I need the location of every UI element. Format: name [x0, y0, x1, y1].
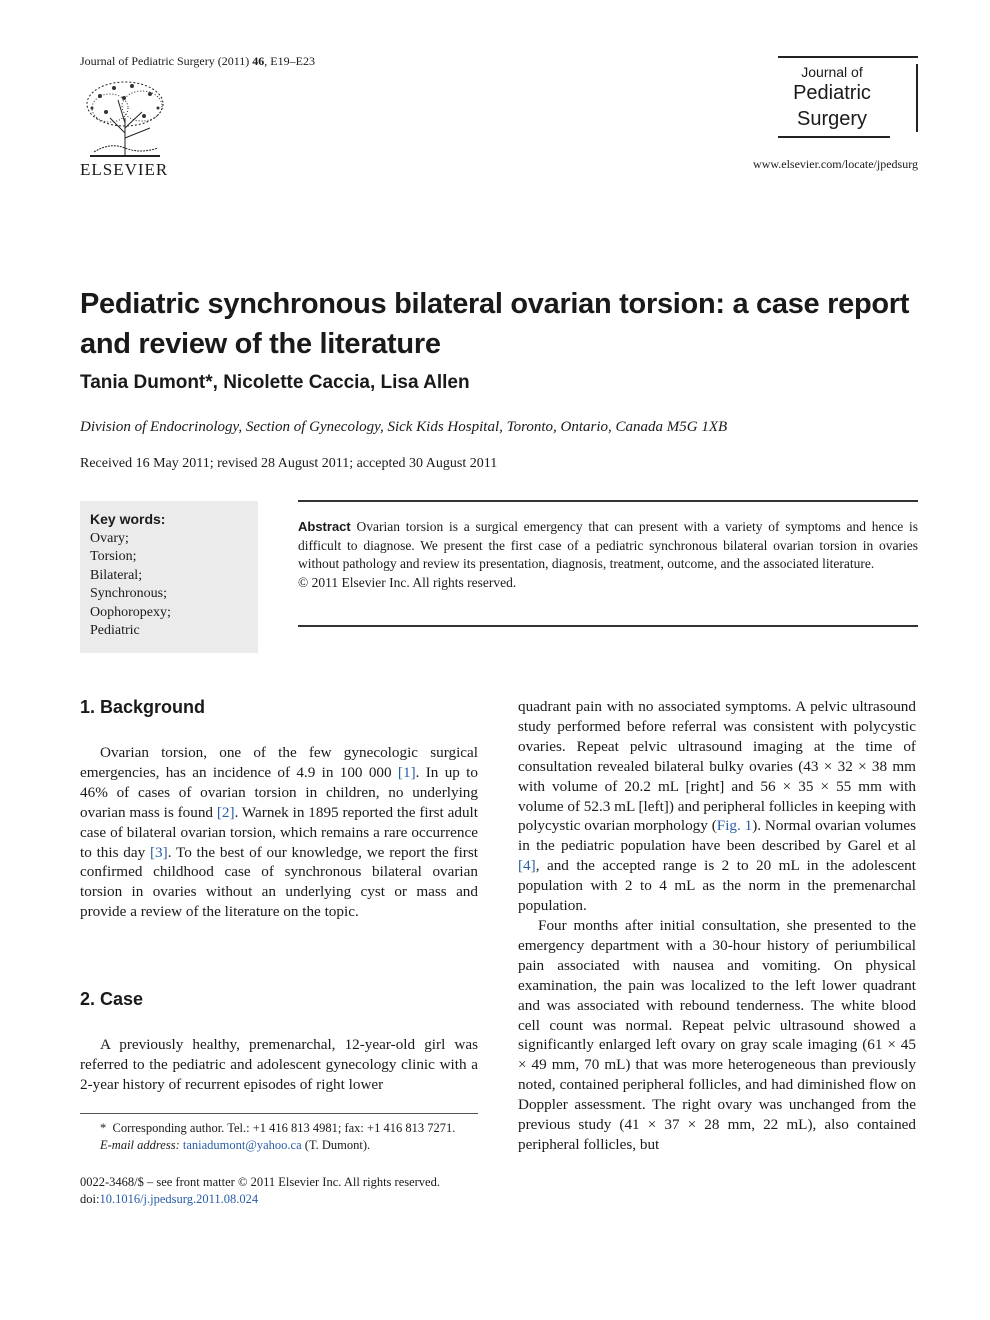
article-authors: Tania Dumont*, Nicolette Caccia, Lisa Allen [80, 372, 470, 393]
case-text: A previously healthy, premenarchal, 12-year-old girl was referred to the pediatric and adolescent gynecology clinic with a 2-year history of recurrent episodes of right lower [80, 1036, 478, 1093]
case-text: ). Normal ovarian volumes in the pediatric population have been described by Garel et al [518, 817, 916, 855]
figure-link[interactable]: Fig. 1 [716, 817, 753, 835]
journal-logo-line3: Surgery [796, 108, 868, 130]
case-paragraph-left [80, 1035, 478, 1095]
doi-line [80, 1191, 478, 1208]
issn-line: 0022-3468/$ – see front matter © 2011 Elsevier Inc. All rights reserved. [80, 1175, 440, 1189]
footnote-line1 [80, 1120, 478, 1137]
publisher-name: ELSEVIER [80, 160, 169, 179]
abstract-copyright: © 2011 Elsevier Inc. All rights reserved. [298, 574, 517, 590]
reference-link[interactable]: [2] [216, 803, 235, 821]
keywords-title: Key words: [90, 511, 166, 527]
author-affiliation: Division of Endocrinology, Section of Gynecology, Sick Kids Hospital, Toronto, Ontario, Canada M5G 1XB [80, 419, 728, 435]
elsevier-logo [80, 78, 170, 180]
background-text: Ovarian torsion, one of the few gynecologic surgical emergencies, has an incidence of 4.9 in 100 000 [80, 744, 478, 781]
article-dates: Received 16 May 2011; revised 28 August 2011; accepted 30 August 2011 [80, 456, 498, 471]
abstract [298, 500, 918, 627]
case-text: , and the accepted range is 2 to 20 mL in the adolescent population with 2 to 4 mL as the norm in the premenarchal population. [518, 857, 916, 915]
footnote-corresponding: Corresponding author. Tel.: +1 416 813 4981; fax: +1 416 813 7271. [112, 1121, 456, 1135]
footnote-divider [80, 1113, 478, 1114]
article-title: Pediatric synchronous bilateral ovarian torsion: a case report and review of the literature [80, 288, 910, 360]
journal-url[interactable]: www.elsevier.com/locate/jpedsurg [753, 157, 918, 171]
doi-link[interactable]: 10.1016/j.jpedsurg.2011.08.024 [99, 1192, 259, 1206]
keyword-item: Pediatric [90, 623, 140, 638]
journal-logo [778, 56, 918, 138]
section-heading-background: 1. Background [80, 697, 206, 717]
elsevier-tree-icon [80, 78, 170, 158]
keyword-item: Ovary; [90, 530, 129, 546]
keyword-item: Bilateral; [90, 567, 143, 583]
background-text: . In up to 46% of cases of ovarian torsion in children, no underlying ovarian mass is found [80, 763, 478, 821]
background-text: . To the best of our knowledge, we report the first confirmed childhood case of synchronous bilateral ovarian torsion in ovaries without an underlying cyst or mass and provide a review of the literature on the topic. [80, 843, 478, 921]
issn-doi [80, 1174, 478, 1208]
citation-journal: Journal of Pediatric Surgery (2011) [80, 54, 250, 68]
abstract-body [298, 518, 918, 574]
corresponding-footnote [80, 1120, 478, 1154]
citation-volume: 46 [252, 54, 265, 68]
citation-pages: , E19–E23 [264, 54, 315, 68]
email-link[interactable]: taniadumont@yahoo.ca [182, 1138, 302, 1152]
background-text: . Warnek in 1895 reported the first adult case of bilateral ovarian torsion, which remains a rare occurrence to this day [80, 803, 478, 861]
doi-label: doi: [80, 1192, 100, 1206]
journal-logo-rule-bottom [778, 136, 890, 138]
keywords-box [80, 501, 258, 653]
journal-logo-box [778, 64, 918, 132]
section-heading-case: 2. Case [80, 989, 144, 1009]
abstract-label: Abstract [298, 519, 351, 534]
case-paragraph-2: Four months after initial consultation, she presented to the emergency department with a 30-hour history of periumbilical pain associated with nausea and vomiting. On physical examination, the pain was localized to the left lower quadrant and was associated with rebound tenderness. The white blood cell count was normal. Repeat pelvic ultrasound showed a significantly enlarged left ovary on gray scale imaging (61 × 45 × 49 mm, 70 mL) that was more heterogeneous than previously noted, contained peripheral follicles, and had diminished flow on Doppler assessment. The right ovary was unchanged from the previous study (41 × 37 × 28 mm, 22 mL), also contained peripheral follicles, but [518, 916, 916, 1153]
case-paragraph-continued [518, 697, 916, 916]
journal-logo-line1: Journal of [801, 64, 863, 80]
abstract-text: Ovarian torsion is a surgical emergency that can present with a variety of symptoms and hence is difficult to diagnose. We present the first case of a pediatric synchronous bilateral ovarian torsion in ovaries without pathology and review its presentation, diagnosis, treatment, outcome, and the associated literature. [298, 519, 918, 571]
email-suffix: (T. Dumont). [304, 1138, 371, 1152]
keyword-item: Synchronous; [90, 586, 167, 601]
background-paragraph [80, 743, 478, 922]
reference-link[interactable]: [3] [149, 843, 168, 861]
reference-link[interactable]: [4] [518, 857, 536, 875]
journal-logo-line2: Pediatric [793, 82, 871, 104]
email-label: E-mail address: [100, 1138, 180, 1152]
journal-logo-rule [778, 56, 918, 58]
footnote-star: * [100, 1121, 107, 1135]
case-column-right [518, 697, 916, 1155]
reference-link[interactable]: [1] [397, 763, 416, 781]
keyword-item: Torsion; [90, 549, 137, 564]
keyword-item: Oophoropexy; [90, 604, 171, 620]
case-text: quadrant pain with no associated symptoms. A pelvic ultrasound study performed before referral was consistent with polycystic ovaries. Repeat pelvic ultrasound imaging at the time of consultation revealed bilateral bulky ovaries (43 × 32 × 38 mm with volume of 20.2 mL [right] and 56 × 35 × 55 mm with volume of 52.3 mL [left]) and peripheral follicles in keeping with polycystic ovarian morphology ( [518, 698, 916, 835]
footnote-line2 [80, 1137, 478, 1154]
journal-citation [80, 54, 315, 69]
